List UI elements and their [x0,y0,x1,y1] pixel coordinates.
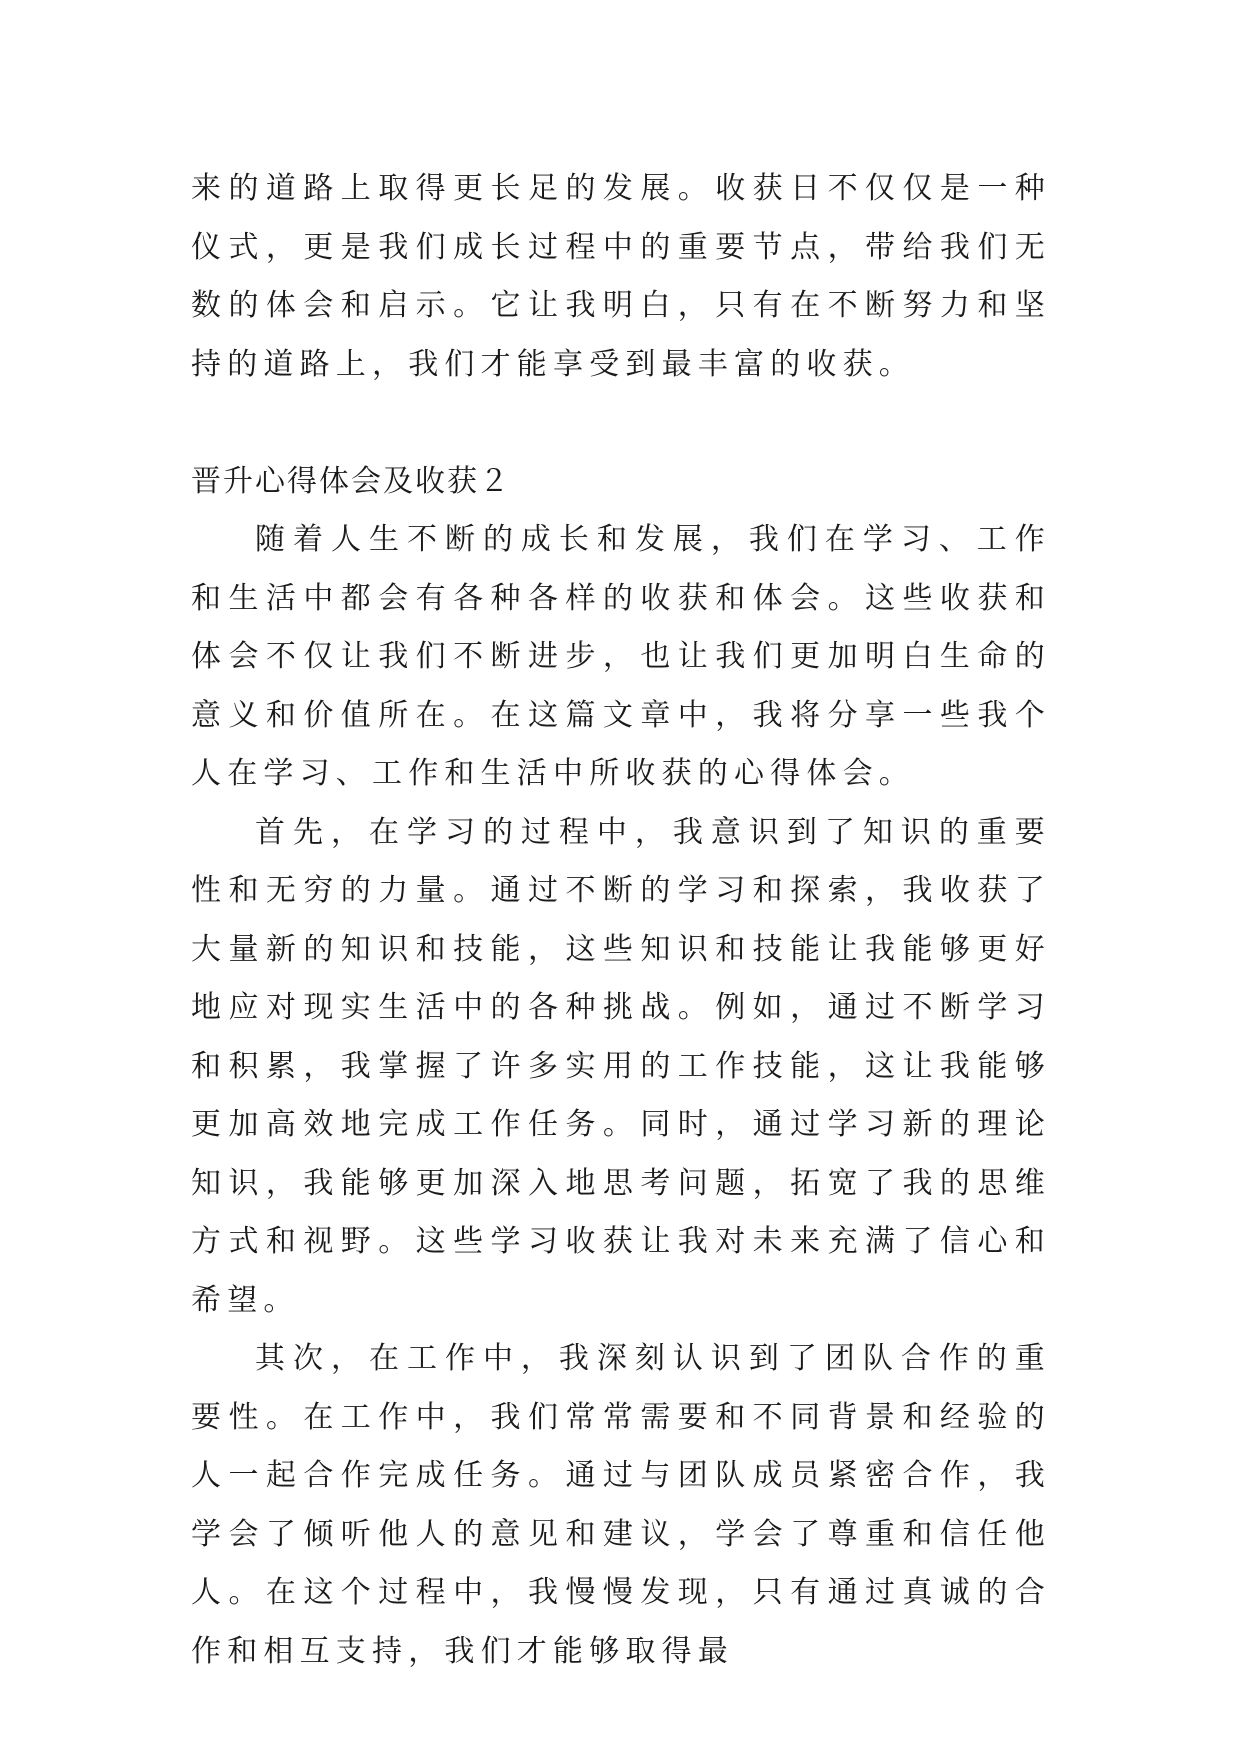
body-paragraph-3: 其次，在工作中，我深刻认识到了团队合作的重要性。在工作中，我们常常需要和不同背景和经验的人一起合作完成任务。通过与团队成员紧密合作，我学会了倾听他人的意见和建议，学会了尊重和信任他人。在这个过程中，我慢慢发现，只有通过真诚的合作和相互支持，我们才能够取得最 [191,1341,1051,1669]
intro-paragraph: 来的道路上取得更长足的发展。收获日不仅仅是一种仪式，更是我们成长过程中的重要节点，带给我们无数的体会和启示。它让我明白，只有在不断努力和坚持的道路上，我们才能享受到最丰富的收获。 [191,171,1051,382]
section-title: 晋升心得体会及收获２ [191,463,511,499]
body-paragraph-1: 随着人生不断的成长和发展，我们在学习、工作和生活中都会有各种各样的收获和体会。这些收获和体会不仅让我们不断进步，也让我们更加明白生命的意义和价值所在。在这篇文章中，我将分享一些我个人在学习、工作和生活中所收获的心得体会。 [191,522,1051,791]
paragraph-spacer [191,394,1051,453]
document-body [191,160,1051,1681]
body-paragraph-2: 首先，在学习的过程中，我意识到了知识的重要性和无穷的力量。通过不断的学习和探索，我收获了大量新的知识和技能，这些知识和技能让我能够更好地应对现实生活中的各种挑战。例如，通过不断学习和积累，我掌握了许多实用的工作技能，这让我能够更加高效地完成工作任务。同时，通过学习新的理论知识，我能够更加深入地思考问题，拓宽了我的思维方式和视野。这些学习收获让我对未来充满了信心和希望。 [191,814,1051,1318]
